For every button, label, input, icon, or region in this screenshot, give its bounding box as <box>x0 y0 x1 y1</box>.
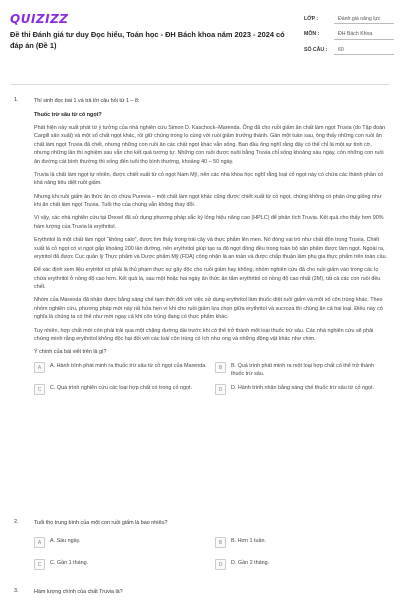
option-text: B. Quá trình phát minh ra một loại hợp chất có thể trở thành thuốc trừ sâu. <box>231 363 375 378</box>
page-title: Đề thi Đánh giá tư duy Đọc hiểu, Toán học - ĐH Bách khoa năm 2023 - 2024 có đáp án (Đề 1) <box>10 30 285 50</box>
passage-paragraph: Tuy nhiên, hợp chất mới còn phải trải qua một chặng đường dài trước khi có thể trở thành một loại thuốc trừ sâu. Các nhà nghiên cứu sẽ phải chứng minh rằng erythritol không độc hại đối với các loài côn trùng có ích như ong và những động vật khác như chim. <box>34 327 374 342</box>
question-body <box>34 588 388 596</box>
option-a[interactable] <box>34 362 207 379</box>
passage-paragraph: Nhóm của Marenda đã nhận được bằng sáng chế tạm thời đối với việc sử dụng erythritol làm thuốc diệt ruồi giấm và một số côn trùng khác. Theo nhóm nghiên cứu, phương pháp mới này rất hứa hẹn vì khi cho ruồi giấm lựa chọn giữa erythritol và sucroza thì chúng ăn cả hai loại. Điều này có nghĩa là chúng ta có thể như mời ngay cả khi côn trùng đang có thực phẩm khác. <box>34 297 383 321</box>
question-3 <box>14 588 388 596</box>
option-a[interactable] <box>34 537 207 553</box>
answer-options <box>34 537 388 575</box>
option-letter-badge: D <box>215 384 226 395</box>
option-c[interactable] <box>34 559 207 575</box>
option-d[interactable] <box>215 559 388 575</box>
option-text: C. Gần 1 tháng. <box>50 560 89 567</box>
option-d[interactable] <box>215 384 388 400</box>
meta-label: SỐ CÂU : <box>304 46 328 53</box>
option-text: B. Hơn 1 tuần. <box>231 538 266 545</box>
meta-value: 60 <box>334 47 394 55</box>
question-number: 1. <box>14 97 19 103</box>
option-text: A. Sáu ngày. <box>50 538 81 545</box>
option-text: C. Quá trình nghiên cứu các loại hợp chất có trong cỏ ngọt. <box>50 385 192 392</box>
question-number: 2. <box>14 519 19 525</box>
option-b[interactable] <box>215 537 388 553</box>
option-text: D. Hành trình nhận bằng sáng chế thuốc trừ sâu từ cỏ ngọt. <box>231 385 374 392</box>
option-letter-badge: A <box>34 362 45 373</box>
question-number: 3. <box>14 588 19 594</box>
meta-row-count <box>304 47 394 57</box>
option-c[interactable] <box>34 384 207 400</box>
passage-paragraph: Vì vậy, các nhà nghiên cứu tại Drexel đã sử dụng phương pháp sắc ký lỏng hiệu năng cao (HPLC) để phân tích Truvia. Kết quả cho thấy hơn 90% hàm lượng của Truvia là erythritol. <box>34 215 384 230</box>
question-prompt: Ý chính của bài viết trên là gì? <box>34 349 107 356</box>
passage-paragraph: Erythritol là một chất làm ngọt “không calo”, được tìm thấy trong trái cây và thực phẩm lên men. Nó đóng vai trò như chất độn trong Truvia. Chiết xuất lá cỏ ngọt có vị ngọt gấp khoảng 200 lần đường, nên erythritol giúp tạo ra độ ngọt đồng đều trong toàn bộ sản phẩm được làm ngọt. Ngoài ra, erytritol đã được Cục quản lý Thực phẩm và Dược phẩm Mỹ (FDA) công nhận là an toàn và được chấp thuận làm phụ gia thực phẩm trên toàn cầu. <box>34 237 388 260</box>
header-divider <box>10 84 390 85</box>
meta-value: Đánh giá năng lực <box>334 16 394 24</box>
option-text: D. Gần 2 tháng. <box>231 560 270 567</box>
question-text: Hàm lượng chính của chất Truvia là? <box>34 589 123 595</box>
passage-paragraph: Nhưng khi ruồi giấm ăn thức ăn có chứa Purevia – một chất làm ngọt khác cũng được chiết xuất từ cỏ ngọt, chúng không có phản ứng giống như khi ăn chất làm ngọt Truvia. Tuổi thọ của chúng vẫn không thay đổi. <box>34 193 382 209</box>
passage-paragraph: Phát hiện này xuất phát từ ý tưởng của nhà nghiên cứu Simon D. Kaschock–Marenda. Ông đã cho ruồi giấm ăn chất làm ngọt Truvia (do Tập đoàn Cargill sản xuất) và một số chất ngọt khác, rồi giữ chúng trong lọ cùng với ruồi giấm trưởng thành. Gần một tuần sau, ông thấy những con ruồi ăn chất làm ngọt Truvia đã chết, nhưng những con ruồi ăn các chất ngọt khác vẫn sống. Ban đầu ông nghĩ rằng đây có thể chỉ là một sự tình cờ, nhưng những lần thí nghiệm sau vẫn cho kết quả tương tự. Những con ruồi được nuôi bằng Truvia chỉ sống khoảng sáu ngày, còn những con ruồi ăn đường cát bình thường thì sống đến tuổi thọ bình thường, khoảng 40 – 50 ngày. <box>34 125 386 165</box>
meta-row-class <box>304 16 394 26</box>
meta-value: ĐH Bách Khoa <box>334 31 394 39</box>
question-2 <box>14 519 388 575</box>
option-b[interactable] <box>215 362 388 379</box>
passage-paragraph: Truvia là chất làm ngọt tự nhiên, được chiết xuất từ cỏ ngọt Nam Mỹ, nên các nhà khoa học nghĩ rằng loại cỏ ngọt này có chứa các thành phần có khả năng tiêu diệt ruồi giấm. <box>34 171 384 187</box>
question-text: Thí sinh đọc bài 1 và trả lời câu hỏi từ 1 – 8: <box>34 98 140 104</box>
option-letter-badge: B <box>215 362 226 373</box>
option-letter-badge: A <box>34 537 45 548</box>
question-body <box>34 97 388 400</box>
option-letter-badge: B <box>215 537 226 548</box>
meta-row-subject <box>304 31 394 41</box>
question-text: Tuổi thọ trung bình của một con ruồi giấm là bao nhiêu? <box>34 520 168 526</box>
quizizz-logo: QUIZIZZ <box>10 12 69 26</box>
passage-title: Thuốc trừ sâu từ cỏ ngọt? <box>34 112 102 119</box>
meta-panel <box>304 16 394 62</box>
option-letter-badge: C <box>34 559 45 570</box>
answer-options <box>34 362 388 400</box>
meta-label: LỚP : <box>304 16 319 22</box>
question-body <box>34 519 388 575</box>
option-letter-badge: C <box>34 384 45 395</box>
option-letter-badge: D <box>215 559 226 570</box>
passage-paragraph: Để xác định xem liệu erytritol có phải là thủ phạm thực sự gây độc cho ruồi giấm hay không, nhóm nghiên cứu đã cho ruồi giấm vào trong các lọ chứa erythritol ở nồng độ cao hơn. Kết quả là, sau một hoặc hai ngày ăn thức ăn tẩm erythritol có nồng độ cao nhất (2M), tất cả các con ruồi đều chết. <box>34 267 381 291</box>
option-text: A. Hành trình phát minh ra thuốc trừ sâu từ cỏ ngọt của Marenda. <box>50 363 207 370</box>
question-1 <box>14 97 388 400</box>
meta-label: MÔN : <box>304 31 320 38</box>
